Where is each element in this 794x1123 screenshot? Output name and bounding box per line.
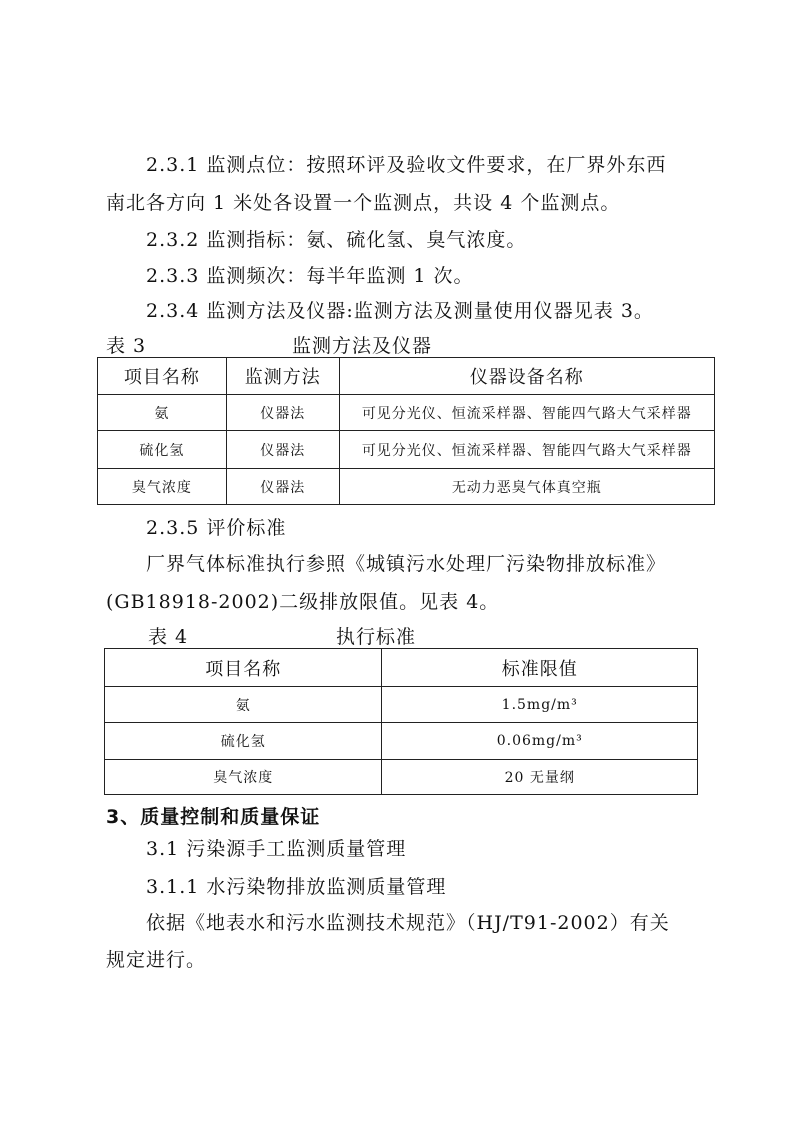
table4-cell-limit: 0.06mg/m³ bbox=[382, 723, 698, 760]
table4-label: 表 4 bbox=[148, 626, 189, 648]
section-heading-quality-control: 3、质量控制和质量保证 bbox=[106, 806, 321, 828]
table-row bbox=[105, 760, 698, 795]
paragraph-standard-reference-line2: (GB18918-2002)二级排放限值。见表 4。 bbox=[106, 591, 500, 613]
table3-cell-item: 硫化氢 bbox=[98, 431, 227, 469]
table3-header-method: 监测方法 bbox=[226, 358, 339, 395]
table3-cell-instrument: 可见分光仪、恒流采样器、智能四气路大气采样器 bbox=[339, 431, 714, 469]
table3-title: 监测方法及仪器 bbox=[292, 335, 433, 357]
table3-header-item: 项目名称 bbox=[98, 358, 227, 395]
table4 bbox=[104, 648, 698, 795]
table4-header-row bbox=[105, 649, 698, 687]
paragraph-monitoring-frequency: 2.3.3 监测频次：每半年监测 1 次。 bbox=[146, 265, 474, 287]
table3-header-instrument: 仪器设备名称 bbox=[339, 358, 714, 395]
paragraph-monitoring-methods: 2.3.4 监测方法及仪器:监测方法及测量使用仪器见表 3。 bbox=[146, 300, 654, 322]
table3-cell-method: 仪器法 bbox=[226, 469, 339, 505]
paragraph-basis-line1: 依据《地表水和污水监测技术规范》（HJ/T91-2002）有关 bbox=[146, 912, 670, 934]
subsection-heading-manual-monitoring: 3.1 污染源手工监测质量管理 bbox=[146, 838, 407, 860]
table-row bbox=[105, 723, 698, 760]
table4-header-limit: 标准限值 bbox=[382, 649, 698, 687]
table4-cell-limit: 1.5mg/m³ bbox=[382, 687, 698, 723]
paragraph-monitoring-indicators: 2.3.2 监测指标：氨、硫化氢、臭气浓度。 bbox=[146, 229, 527, 251]
paragraph-evaluation-standard: 2.3.5 评价标准 bbox=[146, 517, 287, 539]
table3-cell-method: 仪器法 bbox=[226, 431, 339, 469]
subsection-heading-water-pollutant: 3.1.1 水污染物排放监测质量管理 bbox=[146, 876, 447, 898]
table4-title: 执行标准 bbox=[336, 626, 417, 648]
table-row bbox=[98, 431, 715, 469]
table4-cell-item: 臭气浓度 bbox=[105, 760, 382, 795]
table4-cell-item: 氨 bbox=[105, 687, 382, 723]
table3-cell-instrument: 可见分光仪、恒流采样器、智能四气路大气采样器 bbox=[339, 395, 714, 431]
table3-cell-method: 仪器法 bbox=[226, 395, 339, 431]
table3-header-row bbox=[98, 358, 715, 395]
table4-header-item: 项目名称 bbox=[105, 649, 382, 687]
table-row bbox=[98, 469, 715, 505]
table4-cell-item: 硫化氢 bbox=[105, 723, 382, 760]
table3 bbox=[97, 357, 715, 505]
table3-cell-item: 臭气浓度 bbox=[98, 469, 227, 505]
table3-cell-item: 氨 bbox=[98, 395, 227, 431]
table3-label: 表 3 bbox=[106, 335, 147, 357]
paragraph-standard-reference-line1: 厂界气体标准执行参照《城镇污水处理厂污染物排放标准》 bbox=[146, 553, 667, 575]
paragraph-monitoring-points-line2: 南北各方向 1 米处各设置一个监测点，共设 4 个监测点。 bbox=[106, 192, 621, 214]
table3-cell-instrument: 无动力恶臭气体真空瓶 bbox=[339, 469, 714, 505]
table-row bbox=[105, 687, 698, 723]
paragraph-monitoring-points-line1: 2.3.1 监测点位：按照环评及验收文件要求，在厂界外东西 bbox=[146, 154, 667, 176]
paragraph-basis-line2: 规定进行。 bbox=[106, 949, 207, 971]
table-row bbox=[98, 395, 715, 431]
table4-cell-limit: 20 无量纲 bbox=[382, 760, 698, 795]
